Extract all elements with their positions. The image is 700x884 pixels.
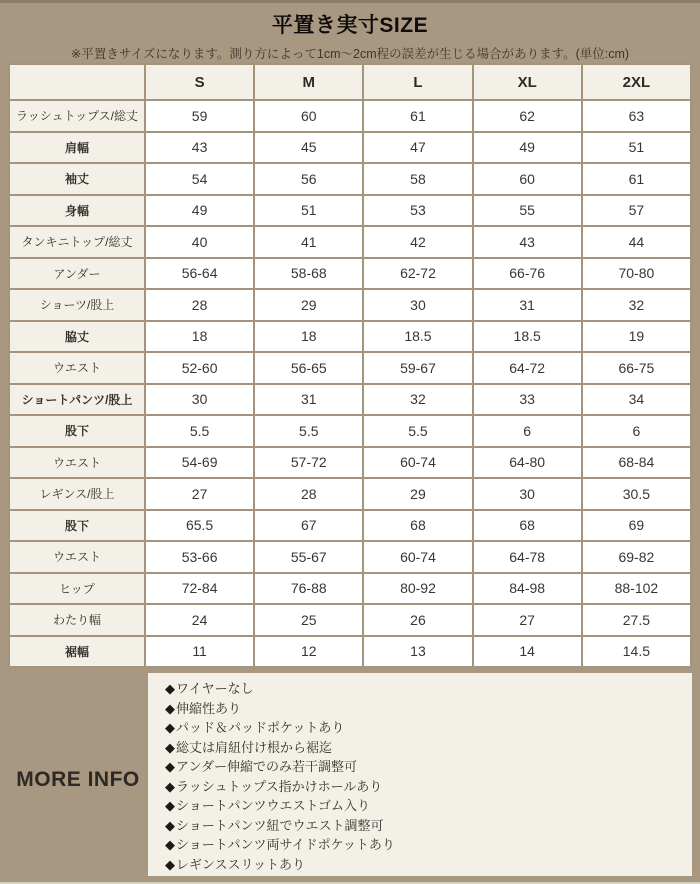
size-value-cell: 49	[145, 195, 254, 227]
table-row	[9, 289, 691, 321]
more-info-item-text: ワイヤーなし	[176, 681, 254, 696]
table-row	[9, 321, 691, 353]
size-value-cell: 55-67	[254, 541, 363, 573]
table-row	[9, 541, 691, 573]
size-value-cell: 60	[473, 163, 582, 195]
size-value-cell: 51	[582, 132, 691, 164]
row-label: 股下	[9, 510, 145, 542]
more-info-item-text: 総丈は肩紐付け根から裾迄	[176, 739, 333, 755]
size-value-cell: 54	[145, 163, 254, 195]
size-value-cell: 29	[254, 289, 363, 321]
more-info-list-cell	[148, 673, 692, 876]
size-value-cell: 59	[145, 100, 254, 132]
row-label: アンダー	[9, 258, 145, 290]
row-label: ヒップ	[9, 573, 145, 605]
more-info-item	[165, 699, 688, 719]
table-row	[9, 415, 691, 447]
table-row	[9, 384, 691, 416]
size-value-cell: 66-76	[473, 258, 582, 290]
size-value-cell: 64-78	[473, 541, 582, 573]
size-value-cell: 27	[473, 604, 582, 636]
size-value-cell: 44	[582, 226, 691, 258]
size-value-cell: 30	[473, 478, 582, 510]
size-value-cell: 62	[473, 100, 582, 132]
size-column-header-2xl: 2XL	[582, 64, 691, 100]
size-value-cell: 53	[363, 195, 472, 227]
size-value-cell: 60	[254, 100, 363, 132]
row-label: タンキニトップ/総丈	[9, 226, 145, 258]
size-value-cell: 60-74	[363, 447, 472, 479]
size-value-cell: 69	[582, 510, 691, 542]
size-value-cell: 80-92	[363, 573, 472, 605]
size-value-cell: 33	[473, 384, 582, 416]
more-info-item	[165, 777, 688, 797]
size-value-cell: 14	[473, 636, 582, 668]
table-row	[9, 636, 691, 668]
more-info-item-text: レギンススリットあり	[176, 856, 305, 872]
size-value-cell: 5.5	[254, 415, 363, 447]
size-value-cell: 25	[254, 604, 363, 636]
size-value-cell: 18	[145, 321, 254, 353]
more-info-section	[8, 673, 692, 876]
page-title: 平置き実寸SIZE	[271, 14, 429, 37]
more-info-item	[165, 679, 688, 699]
size-value-cell: 61	[582, 163, 691, 195]
size-value-cell: 60-74	[363, 541, 472, 573]
size-value-cell: 53-66	[145, 541, 254, 573]
more-info-item-text: ショートパンツウエストゴム入り	[176, 798, 370, 813]
more-info-item	[165, 738, 688, 758]
size-value-cell: 11	[145, 636, 254, 668]
row-label: ウエスト	[9, 541, 145, 573]
diamond-bullet-icon: ◆	[165, 739, 175, 755]
size-value-cell: 27	[145, 478, 254, 510]
size-value-cell: 70-80	[582, 258, 691, 290]
size-value-cell: 52-60	[145, 352, 254, 384]
size-value-cell: 88-102	[582, 573, 691, 605]
table-row	[9, 447, 691, 479]
more-info-item-text: 伸縮性あり	[176, 700, 242, 716]
size-value-cell: 64-72	[473, 352, 582, 384]
size-value-cell: 24	[145, 604, 254, 636]
row-label: 脇丈	[9, 321, 145, 353]
diamond-bullet-icon: ◆	[165, 778, 175, 794]
size-table-head	[9, 64, 691, 100]
table-row	[9, 258, 691, 290]
table-row	[9, 100, 691, 132]
size-value-cell: 42	[363, 226, 472, 258]
size-value-cell: 40	[145, 226, 254, 258]
row-label: わたり幅	[9, 604, 145, 636]
size-value-cell: 5.5	[363, 415, 472, 447]
more-info-item	[165, 757, 688, 777]
size-value-cell: 62-72	[363, 258, 472, 290]
size-value-cell: 27.5	[582, 604, 691, 636]
size-value-cell: 59-67	[363, 352, 472, 384]
size-value-cell: 58-68	[254, 258, 363, 290]
size-value-cell: 68	[473, 510, 582, 542]
row-label: ショートパンツ/股上	[9, 384, 145, 416]
size-column-header-s: S	[145, 64, 254, 100]
diamond-bullet-icon: ◆	[165, 817, 175, 833]
size-value-cell: 72-84	[145, 573, 254, 605]
row-label: ショーツ/股上	[9, 289, 145, 321]
table-row	[9, 510, 691, 542]
row-label: レギンス/股上	[9, 478, 145, 510]
size-value-cell: 28	[254, 478, 363, 510]
table-row	[9, 226, 691, 258]
size-value-cell: 29	[363, 478, 472, 510]
size-value-cell: 18.5	[363, 321, 472, 353]
size-value-cell: 56-65	[254, 352, 363, 384]
size-value-cell: 14.5	[582, 636, 691, 668]
size-value-cell: 68-84	[582, 447, 691, 479]
size-value-cell: 19	[582, 321, 691, 353]
size-value-cell: 61	[363, 100, 472, 132]
size-value-cell: 5.5	[145, 415, 254, 447]
more-info-label: MORE INFO	[16, 768, 140, 791]
size-value-cell: 6	[582, 415, 691, 447]
size-value-cell: 34	[582, 384, 691, 416]
size-value-cell: 6	[473, 415, 582, 447]
size-value-cell: 32	[582, 289, 691, 321]
size-value-cell: 55	[473, 195, 582, 227]
more-info-item-text: ショートパンツ紐でウエスト調整可	[176, 817, 384, 833]
size-table-header-row	[9, 64, 691, 100]
more-info-label-cell	[8, 673, 148, 876]
size-value-cell: 49	[473, 132, 582, 164]
more-info-list	[148, 673, 692, 874]
size-value-cell: 31	[473, 289, 582, 321]
size-value-cell: 56-64	[145, 258, 254, 290]
table-row	[9, 195, 691, 227]
table-row	[9, 573, 691, 605]
diamond-bullet-icon: ◆	[165, 720, 175, 735]
row-label: ウエスト	[9, 352, 145, 384]
size-value-cell: 31	[254, 384, 363, 416]
more-info-item-text: アンダー伸縮でのみ若干調整可	[176, 759, 357, 774]
diamond-bullet-icon: ◆	[165, 681, 175, 696]
more-info-item	[165, 718, 688, 738]
diamond-bullet-icon: ◆	[165, 700, 175, 716]
size-value-cell: 51	[254, 195, 363, 227]
more-info-item-text: ショートパンツ両サイドポケットあり	[176, 837, 395, 852]
size-value-cell: 58	[363, 163, 472, 195]
size-value-cell: 57	[582, 195, 691, 227]
row-label: 肩幅	[9, 132, 145, 164]
size-value-cell: 43	[145, 132, 254, 164]
size-value-cell: 67	[254, 510, 363, 542]
size-value-cell: 26	[363, 604, 472, 636]
table-row	[9, 604, 691, 636]
size-value-cell: 13	[363, 636, 472, 668]
size-value-cell: 18	[254, 321, 363, 353]
size-value-cell: 30.5	[582, 478, 691, 510]
size-value-cell: 30	[363, 289, 472, 321]
size-value-cell: 18.5	[473, 321, 582, 353]
size-value-cell: 66-75	[582, 352, 691, 384]
size-value-cell: 68	[363, 510, 472, 542]
measurement-note: ※平置きサイズになります。測り方によって1cm～2cm程の誤差が生じる場合があります。(単位:cm)	[70, 47, 630, 61]
size-value-cell: 30	[145, 384, 254, 416]
size-value-cell: 12	[254, 636, 363, 668]
size-value-cell: 32	[363, 384, 472, 416]
size-column-header-l: L	[363, 64, 472, 100]
more-info-item	[165, 816, 688, 836]
more-info-item	[165, 855, 688, 875]
size-value-cell: 76-88	[254, 573, 363, 605]
row-label: 袖丈	[9, 163, 145, 195]
size-table	[8, 63, 692, 668]
more-info-item-text: ラッシュトップス指かけホールあり	[176, 778, 383, 794]
size-table-body	[9, 100, 691, 667]
row-label: 股下	[9, 415, 145, 447]
table-row	[9, 478, 691, 510]
more-info-item	[165, 796, 688, 816]
table-row	[9, 352, 691, 384]
diamond-bullet-icon: ◆	[165, 856, 175, 872]
row-label: ラッシュトップス/総丈	[9, 100, 145, 132]
size-column-header-xl: XL	[473, 64, 582, 100]
more-info-item-text: パッド＆パッドポケットあり	[176, 720, 345, 735]
diamond-bullet-icon: ◆	[165, 798, 175, 813]
size-value-cell: 54-69	[145, 447, 254, 479]
size-value-cell: 43	[473, 226, 582, 258]
size-value-cell: 28	[145, 289, 254, 321]
size-value-cell: 47	[363, 132, 472, 164]
row-label: 身幅	[9, 195, 145, 227]
size-value-cell: 84-98	[473, 573, 582, 605]
size-value-cell: 63	[582, 100, 691, 132]
size-value-cell: 65.5	[145, 510, 254, 542]
header	[0, 3, 700, 63]
table-row	[9, 163, 691, 195]
size-column-header-m: M	[254, 64, 363, 100]
row-label: ウエスト	[9, 447, 145, 479]
size-value-cell: 57-72	[254, 447, 363, 479]
size-value-cell: 64-80	[473, 447, 582, 479]
diamond-bullet-icon: ◆	[165, 759, 175, 774]
table-row	[9, 132, 691, 164]
size-value-cell: 69-82	[582, 541, 691, 573]
size-value-cell: 56	[254, 163, 363, 195]
row-label: 裾幅	[9, 636, 145, 668]
size-value-cell: 45	[254, 132, 363, 164]
size-value-cell: 41	[254, 226, 363, 258]
corner-cell	[9, 64, 145, 100]
diamond-bullet-icon: ◆	[165, 837, 175, 852]
more-info-item	[165, 835, 688, 855]
